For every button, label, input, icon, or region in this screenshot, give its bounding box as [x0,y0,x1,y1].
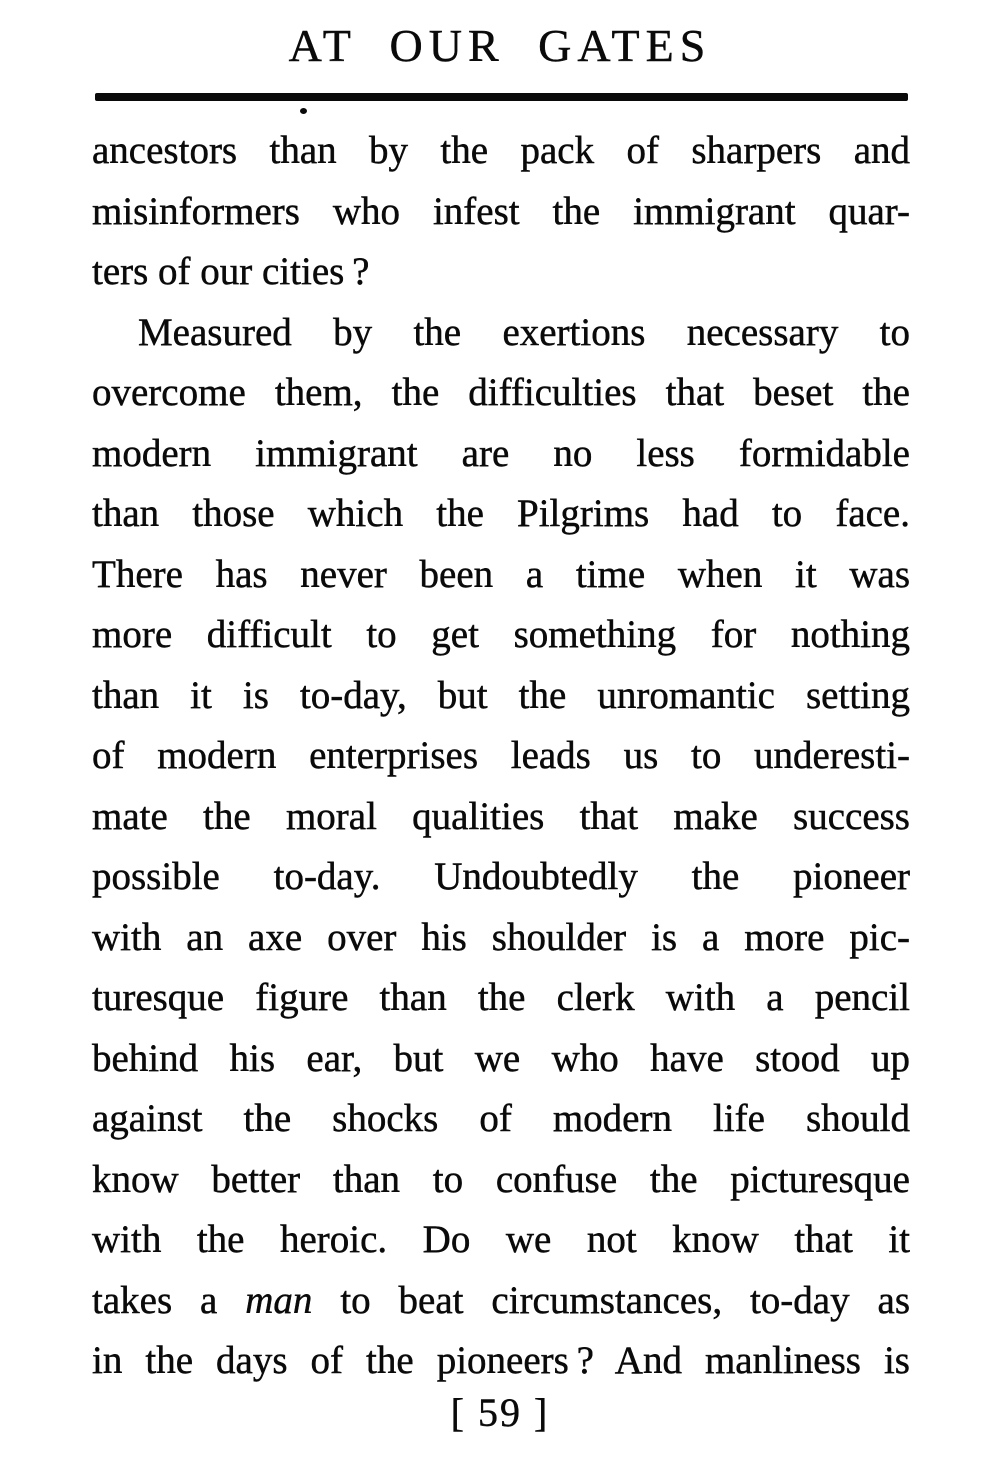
text-line: know better than to confuse the picturesque [92,1157,910,1201]
text-line: behind his ear, but we who have stood up [92,1036,910,1080]
text-line: with an axe over his shoulder is a more pic- [92,915,910,959]
text-line: against the shocks of modern life should [92,1097,910,1140]
text-line: overcome them, the difficulties that beset the [92,371,910,414]
text-line: Measured by the exertions necessary to [138,310,910,354]
page-number: [ 59 ] [450,1390,550,1435]
running-head: AT OUR GATES [288,20,712,71]
header-rule [95,93,908,101]
body-text [92,121,910,1392]
text-line: mate the moral qualities that make success [92,794,910,838]
text-line: possible to-day. Undoubtedly the pioneer [92,855,910,898]
text-line: There has never been a time when it was [92,552,910,596]
text-line: of modern enterprises leads us to underesti- [92,734,910,777]
text-line: with the heroic. Do we not know that it [92,1218,910,1261]
text-segment: to beat circumstances, to-day as [312,1278,910,1322]
emphasized-word: man [245,1278,313,1322]
text-line: ancestors than by the pack of sharpers and [92,129,910,172]
text-line: than it is to-day, but the unromantic setting [92,673,910,717]
text-line: in the days of the pioneers ? And manliness is [92,1339,910,1382]
text-line: than those which the Pilgrims had to face. [92,492,910,535]
text-line: modern immigrant are no less formidable [92,431,910,475]
text-line: turesque figure than the clerk with a pencil [92,976,910,1019]
text-line: misinformers who infest the immigrant quar- [92,189,910,233]
text-line: ters of our cities ? [92,250,370,293]
text-line: more difficult to get something for nothing [92,613,910,656]
text-line [92,1271,910,1332]
scan-artifact-dot [300,108,307,114]
text-segment: takes a [92,1278,246,1322]
